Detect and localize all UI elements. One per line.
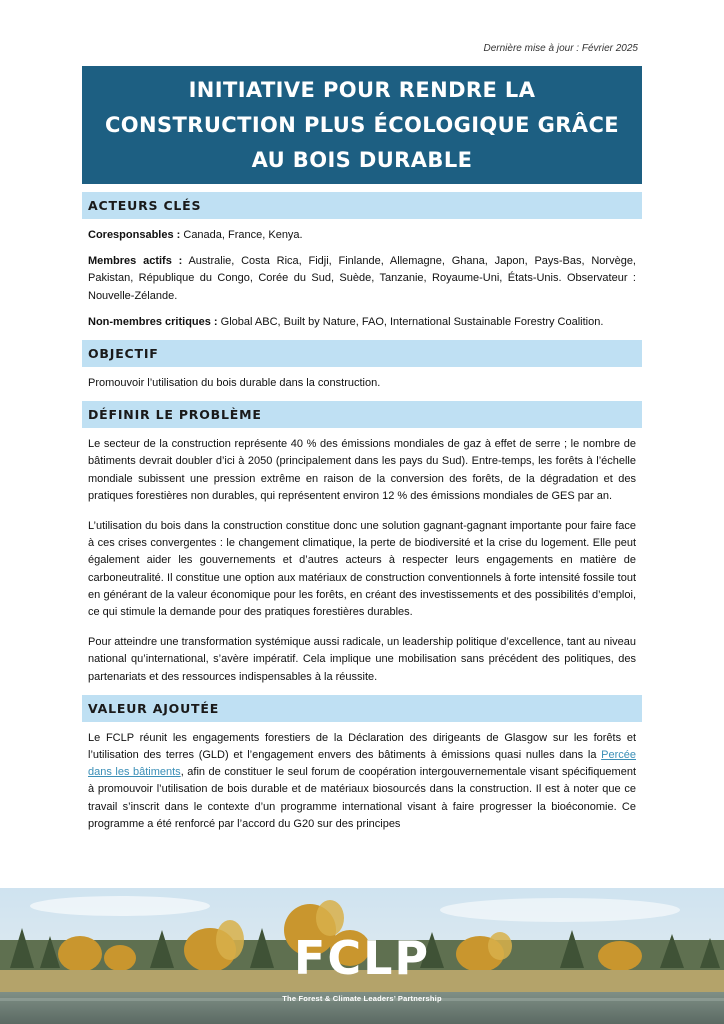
probleme-paragraph-3: Pour atteindre une transformation systémique aussi radicale, un leadership politique d’excellence, tant au niveau national qu’international, s’avère impératif. Cela implique une mobilisation sans précédent des politiques, des partenariats et des ressources indispensables à la réussite. — [88, 636, 636, 683]
title-line-1: INITIATIVE POUR RENDRE LA — [188, 77, 536, 102]
section-heading-valeur: VALEUR AJOUTÉE — [82, 695, 642, 722]
valeur-text-after: , afin de constituer le seul forum de coopération intergouvernementale visant spécifiquement à promouvoir l’utilisation de bois durable et de matériaux biosourcés dans la construction. Il est à noter que ce travail s’inscrit dans le contexte d’un programme international visant à faire progresser la bioéconomie. Ce programme a été renforcé par l’accord du G20 sur des principes — [88, 766, 637, 830]
document-body — [82, 192, 642, 842]
nonmembres-label: Non-membres critiques : — [88, 315, 218, 328]
valeur-text-before: Le FCLP réunit les engagements forestiers de la Déclaration des dirigeants de Glasgow sur les forêts et l’utilisation des terres (GLD) et l’engagement envers des bâtiments à émissions quasi nulles dans la — [88, 731, 636, 762]
corespons-text: Canada, France, Kenya. — [180, 229, 303, 241]
title-line-3: AU BOIS DURABLE — [251, 147, 473, 172]
page-title — [105, 73, 619, 178]
membres-label: Membres actifs : — [88, 255, 183, 268]
fclp-logo — [0, 932, 724, 1003]
objectif-text: Promouvoir l’utilisation du bois durable dans la construction. — [88, 377, 381, 390]
membres-paragraph — [88, 253, 636, 305]
membres-text: Australie, Costa Rica, Fidji, Finlande, Allemagne, Ghana, Japon, Pays-Bas, Norvège, Pakistan, République du Congo, Corée du Sud, Suède, Tanzanie, Royaume-Uni, États-Unis. Observateur : Nouvelle-Zélande. — [88, 255, 636, 302]
footer-landscape-banner — [0, 888, 724, 1024]
last-updated-date: Dernière mise à jour : Février 2025 — [483, 43, 638, 54]
valeur-paragraph-1 — [88, 730, 636, 833]
section-heading-probleme: DÉFINIR LE PROBLÈME — [82, 401, 642, 428]
title-banner — [82, 66, 642, 184]
section-heading-objectif: OBJECTIF — [82, 340, 642, 367]
percee-batiments-link[interactable]: Percée dans les bâtiments — [88, 749, 636, 779]
corespons-paragraph — [88, 227, 636, 244]
corespons-label: Coresponsables : — [88, 229, 181, 241]
fclp-logo-mark: FCLP — [293, 931, 431, 985]
title-line-2: CONSTRUCTION PLUS ÉCOLOGIQUE GRÂCE — [104, 112, 620, 137]
probleme-paragraph-2: L’utilisation du bois dans la construction constitue donc une solution gagnant-gagnant importante pour faire face à ces crises convergentes : le changement climatique, la perte de biodiversité et la crise du logement. Elle peut également aider les gouvernements et d’autres acteurs à respecter leurs engagements en matière de carboneutralité. Il constitue une option aux matériaux de construction conventionnels à forte intensité fossile tout en générant de la valeur économique pour les forêts, en créant des investissements et des possibilités d’emploi, ce qui stimule la demande pour des pratiques forestières durables. — [88, 520, 636, 619]
nonmembres-text: Global ABC, Built by Nature, FAO, International Sustainable Forestry Coalition. — [217, 315, 604, 328]
probleme-paragraph-1: Le secteur de la construction représente 40 % des émissions mondiales de gaz à effet de serre ; le nombre de bâtiments devrait doubler d’ici à 2050 (principalement dans les pays du Sud). Entre-temps, les forêts à l’échelle mondiale subissent une pression extrême en raison de la conversion des forêts, de la dégradation et des pratiques forestières non durables, qui représentent environ 12 % des émissions mondiales de GES par an. — [88, 438, 636, 502]
section-heading-acteurs: ACTEURS CLÉS — [82, 192, 642, 219]
nonmembres-paragraph — [88, 314, 636, 331]
fclp-logo-subtitle: The Forest & Climate Leaders’ Partnership — [282, 994, 442, 1003]
